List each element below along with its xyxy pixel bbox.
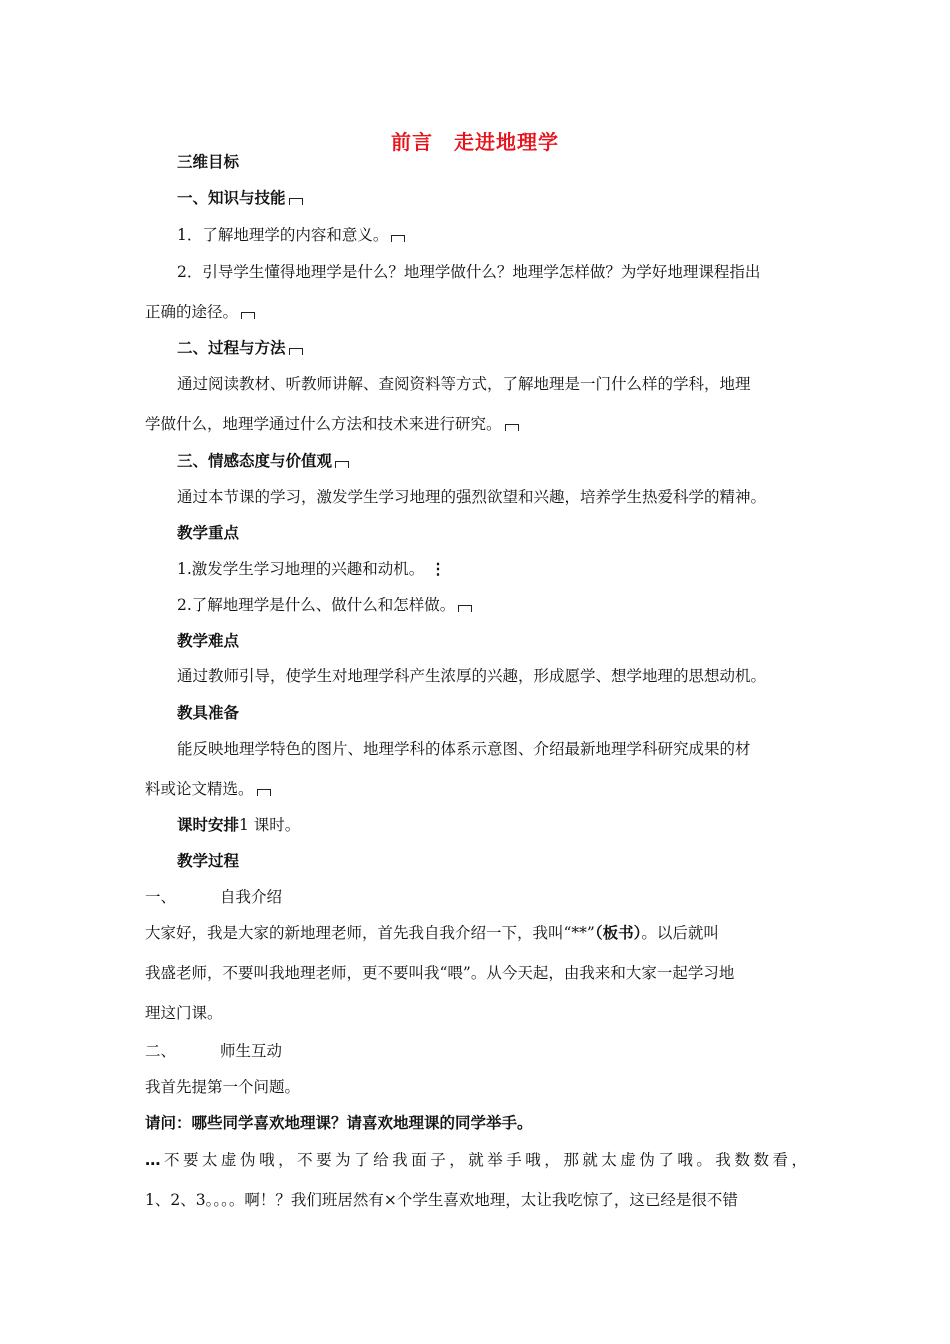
paragraph-mark-icon xyxy=(391,235,405,242)
schedule-line xyxy=(177,815,300,835)
focus-item-1 xyxy=(177,559,446,579)
focus-item-2-text: 2.了解地理学是什么、做什么和怎样做。 xyxy=(177,596,456,614)
heading-teaching-process: 教学过程 xyxy=(177,852,240,870)
question-bold: 请问：哪些同学喜欢地理课？请喜欢地理课的同学举手。 xyxy=(145,1114,533,1132)
paragraph-mark-icon xyxy=(241,312,255,319)
intro-paragraph-line-2: 我盛老师，不要叫我地理老师，更不要叫我“喂”。从今天起，由我来和大家一起学习地 xyxy=(145,964,735,982)
heading-teaching-focus: 教学重点 xyxy=(177,524,240,542)
paragraph-mark-icon xyxy=(458,605,472,612)
intro-text-2: 。以后就叫 xyxy=(641,924,719,942)
attitude-paragraph: 通过本节课的学习，激发学生学习地理的强烈欲望和兴趣，培养学生热爱科学的精神。 xyxy=(177,488,767,506)
intro-paragraph-line-1 xyxy=(145,923,719,943)
knowledge-item-1 xyxy=(177,225,405,245)
heading-teaching-difficulty: 教学难点 xyxy=(177,632,240,650)
knowledge-item-2-line-2-text: 正确的途径。 xyxy=(145,303,239,321)
heading-knowledge-skills-text: 一、知识与技能 xyxy=(177,189,286,207)
paragraph-mark-icon xyxy=(289,198,303,205)
knowledge-item-2-line-1: 2．引导学生懂得地理学是什么？地理学做什么？地理学怎样做？为学好地理课程指出 xyxy=(177,263,761,281)
schedule-label: 课时安排 xyxy=(177,816,240,834)
section-2-title: 师生互动 xyxy=(220,1042,283,1060)
intro-text-1: 大家好，我是大家的新地理老师，首先我自我介绍一下，我叫“**” xyxy=(145,924,595,942)
tools-paragraph-line-1: 能反映地理学特色的图片、地理学科的体系示意图、介绍最新地理学科研究成果的材 xyxy=(177,740,751,758)
section-1-number: 一、 xyxy=(145,888,177,906)
knowledge-item-1-text: 1．了解地理学的内容和意义。 xyxy=(177,226,389,244)
tools-paragraph-line-2 xyxy=(145,779,271,799)
difficulty-paragraph: 通过教师引导，使学生对地理学科产生浓厚的兴趣，形成愿学、想学地理的思想动机。 xyxy=(177,667,767,685)
heading-process-methods xyxy=(177,338,303,358)
page-title: 前言 走进地理学 xyxy=(391,130,559,154)
knowledge-item-2-line-2 xyxy=(145,302,255,322)
section-2-heading xyxy=(145,1041,282,1061)
paragraph-mark-icon xyxy=(257,789,271,796)
response-line-1 xyxy=(145,1150,807,1170)
process-paragraph-line-2 xyxy=(145,414,519,434)
intro-paragraph-line-3: 理这门课。 xyxy=(145,1004,223,1022)
heading-attitude-values xyxy=(177,451,349,471)
paragraph-mark-icon xyxy=(335,461,349,468)
paragraph-mark-icon xyxy=(505,424,519,431)
heading-teaching-tools: 教具准备 xyxy=(177,704,240,722)
tools-paragraph-line-2-text: 料或论文精选。 xyxy=(145,780,254,798)
response-line-2: 1、2、3。。。。啊！？我们班居然有×个学生喜欢地理，太让我吃惊了，这已经是很不错 xyxy=(145,1191,738,1209)
process-paragraph-line-1: 通过阅读教材、听教师讲解、查阅资料等方式，了解地理是一门什么样的学科，地理 xyxy=(177,375,751,393)
heading-attitude-values-text: 三、情感态度与价值观 xyxy=(177,452,333,470)
intro-blackboard-note: （板书） xyxy=(594,924,642,942)
question-intro: 我首先提第一个问题。 xyxy=(145,1078,301,1096)
schedule-value: 1 课时。 xyxy=(239,816,301,834)
section-2-number: 二、 xyxy=(145,1042,177,1060)
heading-knowledge-skills xyxy=(177,188,303,208)
process-paragraph-line-2-text: 学做什么，地理学通过什么方法和技术来进行研究。 xyxy=(145,415,502,433)
heading-process-methods-text: 二、过程与方法 xyxy=(177,339,286,357)
paragraph-mark-icon xyxy=(289,348,303,355)
ellipsis-mark: … xyxy=(145,1151,161,1169)
section-1-heading xyxy=(145,887,282,907)
focus-item-2 xyxy=(177,595,472,615)
heading-three-dimensional-goals: 三维目标 xyxy=(177,153,240,171)
vertical-dots-mark-icon: ⋮ xyxy=(430,559,446,578)
section-1-title: 自我介绍 xyxy=(220,888,283,906)
response-line-1-text: 不要太虚伪哦，不要为了给我面子，就举手哦，那就太虚伪了哦。我数数看， xyxy=(160,1151,807,1169)
focus-item-1-text: 1.激发学生学习地理的兴趣和动机。 xyxy=(177,560,425,578)
